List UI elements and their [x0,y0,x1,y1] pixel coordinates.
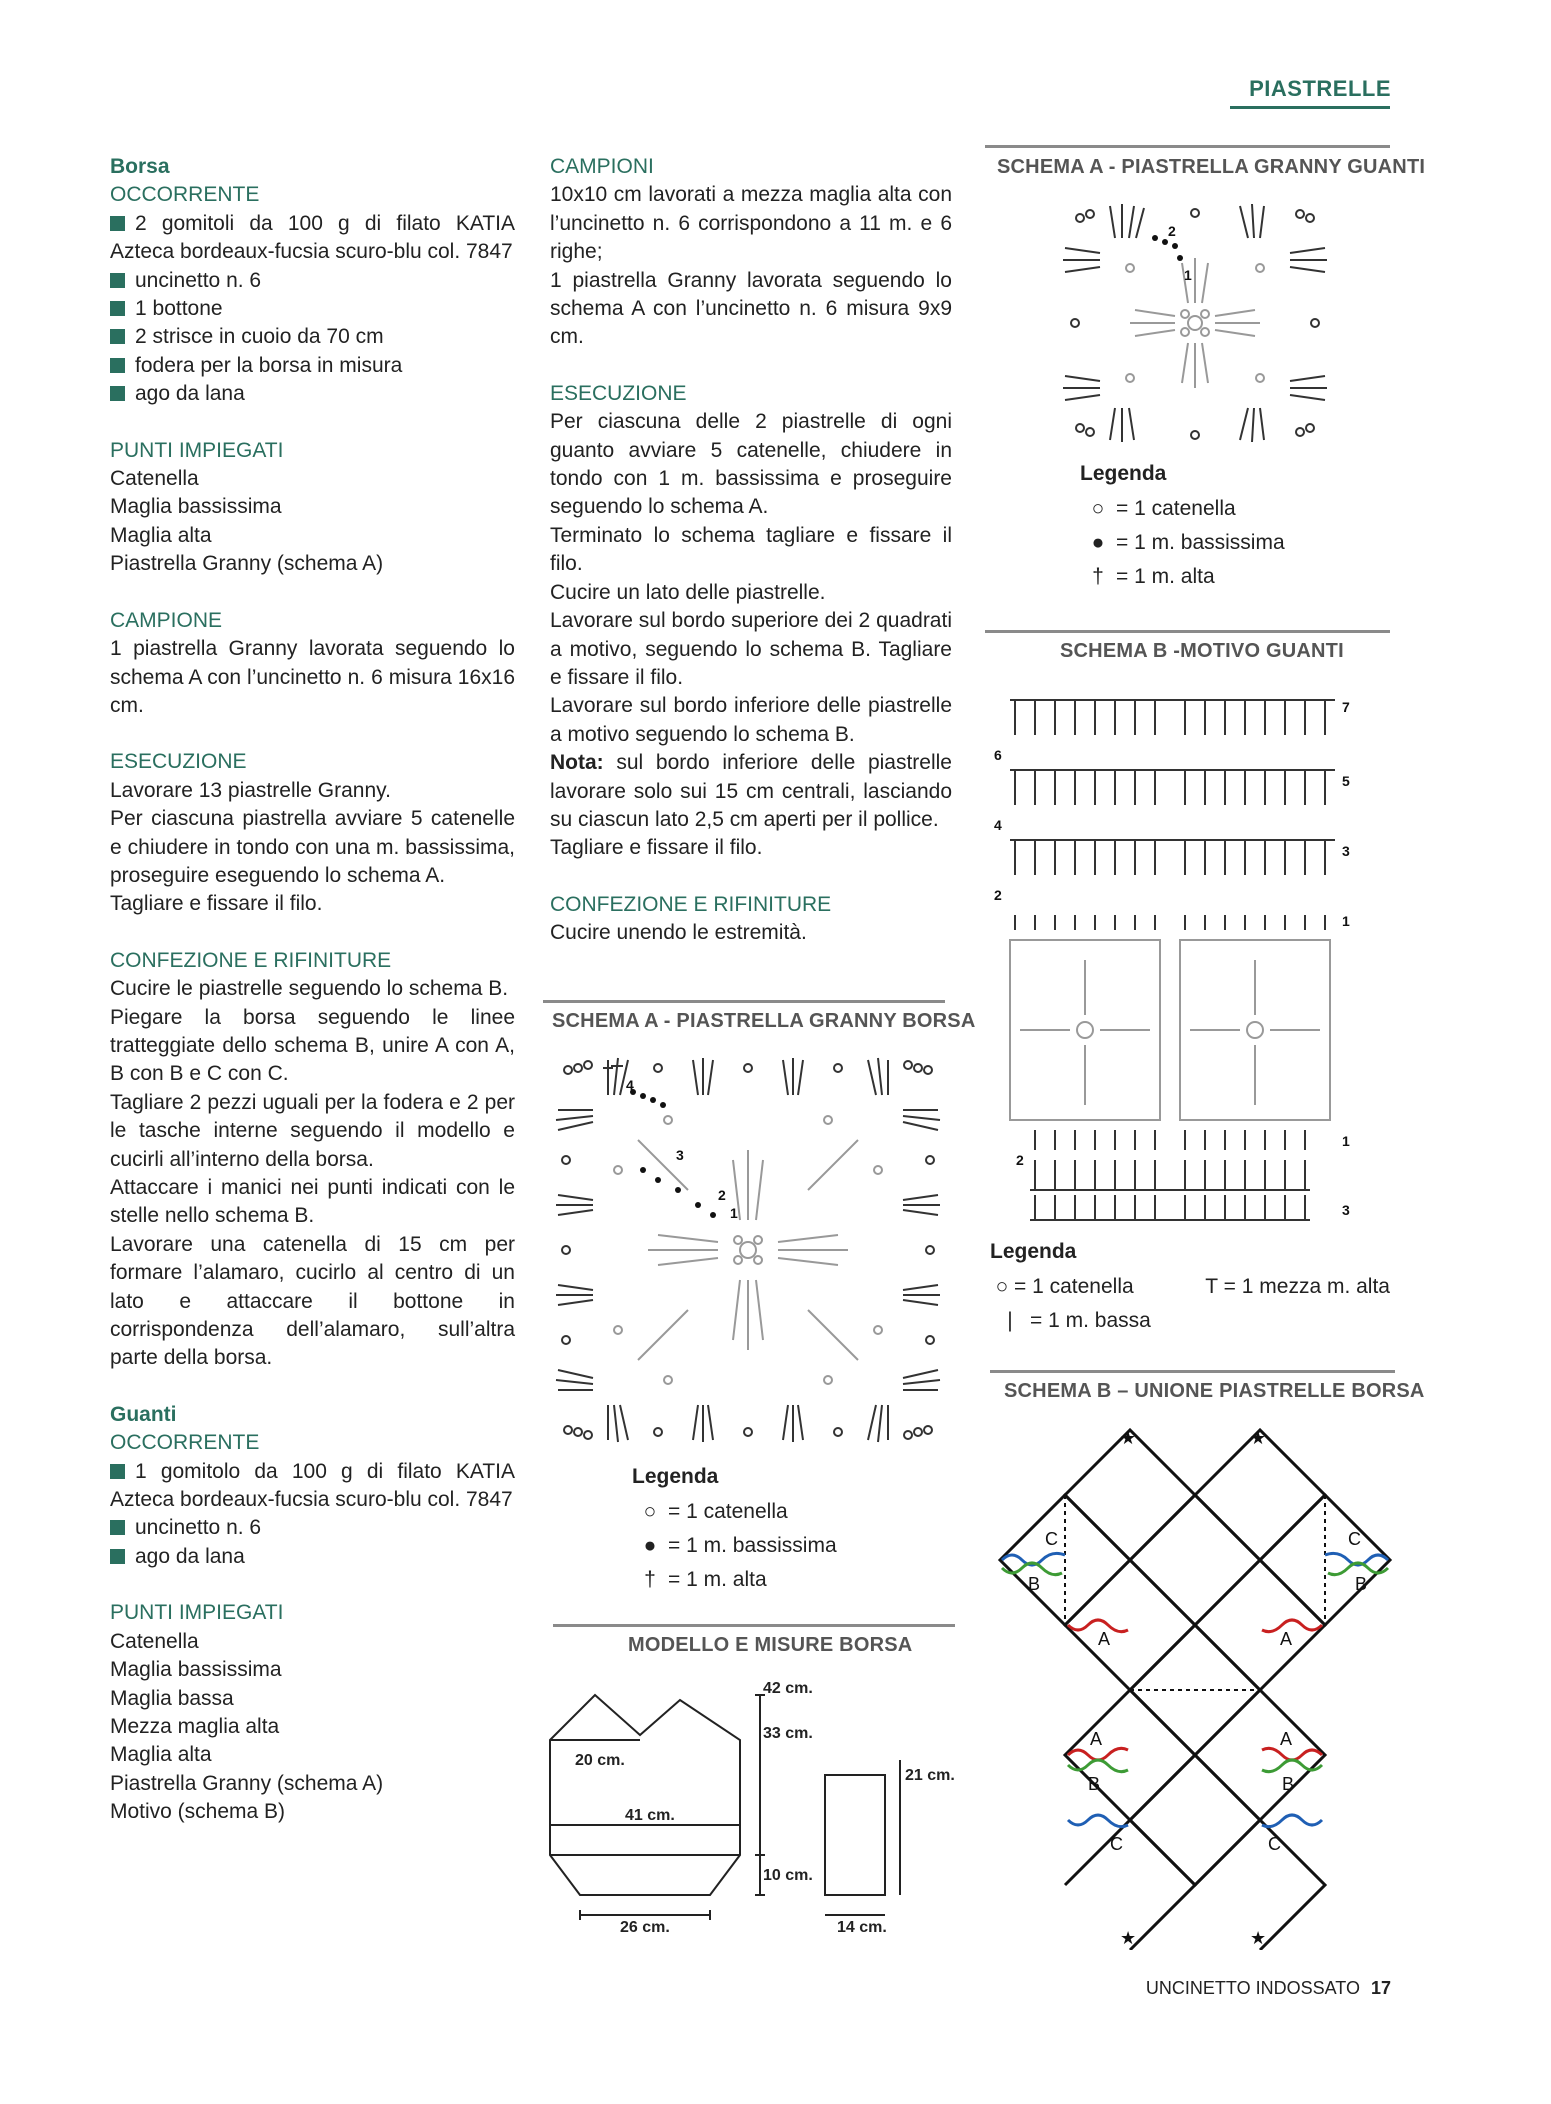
list-item: Piastrella Granny (schema A) [110,1771,384,1795]
round-label: 4 [626,1077,634,1093]
list-item: uncinetto n. 6 [110,1514,515,1542]
bullet-square-icon [110,216,125,231]
paragraph: Lavorare sul bordo inferiore delle piastrelle a motivo seguendo lo schema B. [550,694,952,746]
campione-title: CAMPIONE [110,608,223,632]
vertical-bar-icon: | [1007,1309,1013,1332]
seam-label: A [1280,1729,1293,1749]
dot-icon: ● [1091,531,1105,554]
measure-label: 20 cm. [575,1752,625,1769]
paragraph: Lavorare una catenella di 15 cm per formare l’alamaro, cucirlo al centro di un lato e attaccare il bottone in corrispondenza dell’alamaro, sull’altra parte della borsa. [110,1232,515,1370]
dagger-icon: † [644,1568,656,1591]
paragraph: Attaccare i manici nei punti indicati con le stelle nello schema B. [110,1176,515,1228]
schema-b-borsa-diagram [990,1420,1400,1950]
schema-a-borsa-title: SCHEMA A - PIASTRELLA GRANNY BORSA [552,1010,976,1032]
schema-a-borsa-diagram [548,1050,948,1450]
figure-rule [985,630,1390,633]
legend-row: ● = 1 m. bassissima [1080,526,1285,560]
row-label: 6 [994,747,1002,763]
granny-tiles [1010,940,1330,1120]
bullet-square-icon [110,386,125,401]
measure-label: 26 cm. [620,1919,670,1936]
paragraph: Lavorare sul bordo superiore dei 2 quadrati a motivo, seguendo lo schema B. Tagliare e fissare il filo. [550,609,952,689]
paragraph: Cucire un lato delle piastrelle. [550,580,826,604]
nota-paragraph: Nota: sul bordo inferiore delle piastrelle lavorare solo sui 15 cm centrali, lasciando su ciascun lato 2,5 cm aperti per il pollice. [550,751,952,831]
legend-title: Legenda [990,1240,1077,1263]
schema-a-guanti-diagram [1060,198,1330,448]
row-label: 5 [1342,773,1350,789]
paragraph: 1 piastrella Granny lavorata seguendo lo schema A con l’uncinetto n. 6 misura 9x9 cm. [550,268,952,349]
list-item: Piastrella Granny (schema A) [110,552,384,576]
list-item: 1 gomitolo da 100 g di filato KATIA Azteca bordeaux-fucsia scuro-blu col. 7847 [110,1459,515,1512]
paragraph: Terminato lo schema tagliare e fissare il filo. [550,523,952,576]
legend-row: ○ = 1 catenella [1080,492,1285,526]
list-item: Maglia alta [110,1743,212,1767]
measure-label: 33 cm. [763,1725,813,1742]
list-item: Mezza maglia alta [110,1714,280,1738]
legend-row: ● = 1 m. bassissima [632,1529,837,1563]
legend-row: ○ = 1 catenella [632,1495,837,1529]
seam-label: A [1280,1629,1293,1649]
confezione-title: CONFEZIONE E RIFINITURE [110,948,392,972]
column-1 [110,153,515,1827]
inner-rings [614,1116,882,1384]
paragraph: Tagliare 2 pezzi uguali per la fodera e 2 per le tasche interne seguendo il modello e cucirli all’interno della borsa. [110,1090,515,1171]
fold-lines [1065,1495,1325,1690]
seam-label: C [1348,1529,1361,1549]
dagger-icon: † [1092,565,1104,588]
figure-rule [990,1370,1395,1373]
measure-label: 14 cm. [837,1919,887,1936]
punti-title: PUNTI IMPIEGATI [110,438,284,462]
chain-circle-icon: ○ [995,1275,1009,1298]
legend-motivo [990,1240,1390,1338]
paragraph: Per ciascuna piastrella avviare 5 catenelle e chiudere in tondo con una m. bassissima, proseguire eseguendo lo schema A. [110,807,515,887]
paragraph: Cucire unendo le estremità. [550,921,807,945]
paragraph: Per ciascuna delle 2 piastrelle di ogni guanto avviare 5 catenelle, chiudere in tondo con 1 m. bassissima e proseguire seguendo lo schema A. [550,410,952,519]
list-item: fodera per la borsa in misura [110,352,515,380]
round-label: 2 [1168,223,1176,239]
list-item: Catenella [110,467,199,491]
round-label: 1 [730,1205,738,1221]
chain-circle-icon: ○ [643,1500,657,1523]
star-icon: ★ [1250,1428,1267,1449]
star-icon: ★ [1120,1928,1137,1949]
section-header: PIASTRELLE [1249,76,1391,101]
bullet-square-icon [110,329,125,344]
round-label: 2 [718,1187,726,1203]
modello-diagram [545,1680,965,1950]
column-2 [550,153,952,948]
bullet-square-icon [110,1549,125,1564]
legend-row: † = 1 m. alta [1080,560,1285,594]
row-label: 1 [1342,1133,1350,1149]
occorrente-title: OCCORRENTE [110,183,260,207]
seam-label: C [1045,1529,1058,1549]
row-label: 2 [1016,1152,1024,1168]
slip-stitch-dots [630,1089,716,1218]
modello-title: MODELLO E MISURE BORSA [628,1634,913,1656]
seam-label: B [1028,1574,1041,1594]
page-number: 17 [1370,1978,1391,1998]
row-label: 4 [994,817,1002,833]
legend-row: † = 1 m. alta [632,1563,837,1597]
seam-label: B [1282,1774,1295,1794]
list-item: Maglia bassa [110,1686,234,1710]
paragraph: 10x10 cm lavorati a mezza maglia alta con l’uncinetto n. 6 corrispondono a 11 m. e 6 righe; [550,183,952,264]
star-icon: ★ [1120,1428,1137,1449]
schema-b-guanti-diagram [990,690,1390,1230]
outer-dc-clusters [556,1058,940,1442]
seam-label: A [1090,1729,1103,1749]
row-label: 3 [1342,843,1350,859]
list-item: 1 bottone [110,295,515,323]
list-item: Catenella [110,1629,199,1653]
legend-row: ○ = 1 catenella [990,1270,1151,1304]
legend-guanti [1080,462,1285,594]
schema-b-guanti-title: SCHEMA B -MOTIVO GUANTI [1060,640,1344,662]
list-item: ago da lana [110,380,515,408]
seam-label: A [1098,1629,1111,1649]
list-item: Maglia alta [110,523,212,547]
legend-title: Legenda [1080,462,1167,485]
list-item: Maglia bassissima [110,495,282,519]
guanti-occorrente-title: OCCORRENTE [110,1431,260,1455]
guanti-title: Guanti [110,1402,177,1426]
bullet-square-icon [110,1520,125,1535]
round-label: 1 [1184,267,1192,283]
measure-label: 21 cm. [905,1767,955,1784]
legend-borsa [632,1465,837,1597]
figure-rule [553,1624,955,1627]
figure-rule [543,1000,945,1003]
seam-label: C [1110,1834,1123,1854]
bullet-square-icon [110,301,125,316]
round-label: 3 [676,1147,684,1163]
list-item: ago da lana [110,1543,515,1571]
paragraph: Lavorare 13 piastrelle Granny. [110,778,391,802]
hdc-rows [1010,700,1335,1220]
esecuzione-title: ESECUZIONE [550,381,687,405]
seam-label: B [1355,1574,1368,1594]
list-item: uncinetto n. 6 [110,267,515,295]
row-label: 7 [1342,699,1350,715]
legend-title: Legenda [632,1465,719,1488]
chain-circle-icon: ○ [1091,497,1105,520]
outer-chain-loops [562,1061,934,1439]
row-label: 2 [994,887,1002,903]
bullet-square-icon [110,273,125,288]
seam-label: B [1088,1774,1101,1794]
list-item: 2 strisce in cuoio da 70 cm [110,323,515,351]
row-label: 1 [1342,913,1350,929]
campione-text: 1 piastrella Granny lavorata seguendo lo schema A con l’uncinetto n. 6 misura 16x16 cm. [110,637,515,717]
header-rule [1230,106,1390,109]
paragraph: Cucire le piastrelle seguendo lo schema B. [110,977,509,1001]
t-bar-icon: T [1205,1275,1219,1298]
measure-label: 41 cm. [625,1807,675,1824]
measure-label: 42 cm. [763,1680,813,1697]
magazine-name: UNCINETTO INDOSSATO [1145,1978,1360,1998]
schema-b-borsa-title: SCHEMA B – UNIONE PIASTRELLE BORSA [1004,1380,1425,1402]
footer [1146,1978,1391,1999]
bullet-square-icon [110,358,125,373]
bullet-square-icon [110,1464,125,1479]
legend-row: | = 1 m. bassa [990,1304,1151,1338]
borsa-title: Borsa [110,155,170,178]
dot-icon: ● [643,1534,657,1557]
figure-rule [985,145,1390,148]
campioni-title: CAMPIONI [550,155,654,178]
list-item: 2 gomitoli da 100 g di filato KATIA Azteca bordeaux-fucsia scuro-blu col. 7847 [110,211,515,264]
paragraph: Tagliare e fissare il filo. [110,892,323,916]
confezione-title: CONFEZIONE E RIFINITURE [550,892,832,916]
schema-a-guanti-title: SCHEMA A - PIASTRELLA GRANNY GUANTI [997,156,1426,178]
list-item: Maglia bassissima [110,1658,282,1682]
guanti-punti-title: PUNTI IMPIEGATI [110,1601,284,1625]
legend-row: T = 1 mezza m. alta [1200,1270,1390,1304]
measure-label: 10 cm. [763,1867,813,1884]
paragraph: Piegare la borsa seguendo le linee tratteggiate dello schema B, unire A con A, B con B e C con C. [110,1005,515,1086]
star-icon: ★ [1250,1928,1267,1949]
list-item: Motivo (schema B) [110,1800,286,1824]
seam-label: C [1268,1834,1281,1854]
paragraph: Tagliare e fissare il filo. [550,836,763,860]
row-label: 3 [1342,1202,1350,1218]
esecuzione-title: ESECUZIONE [110,750,247,774]
